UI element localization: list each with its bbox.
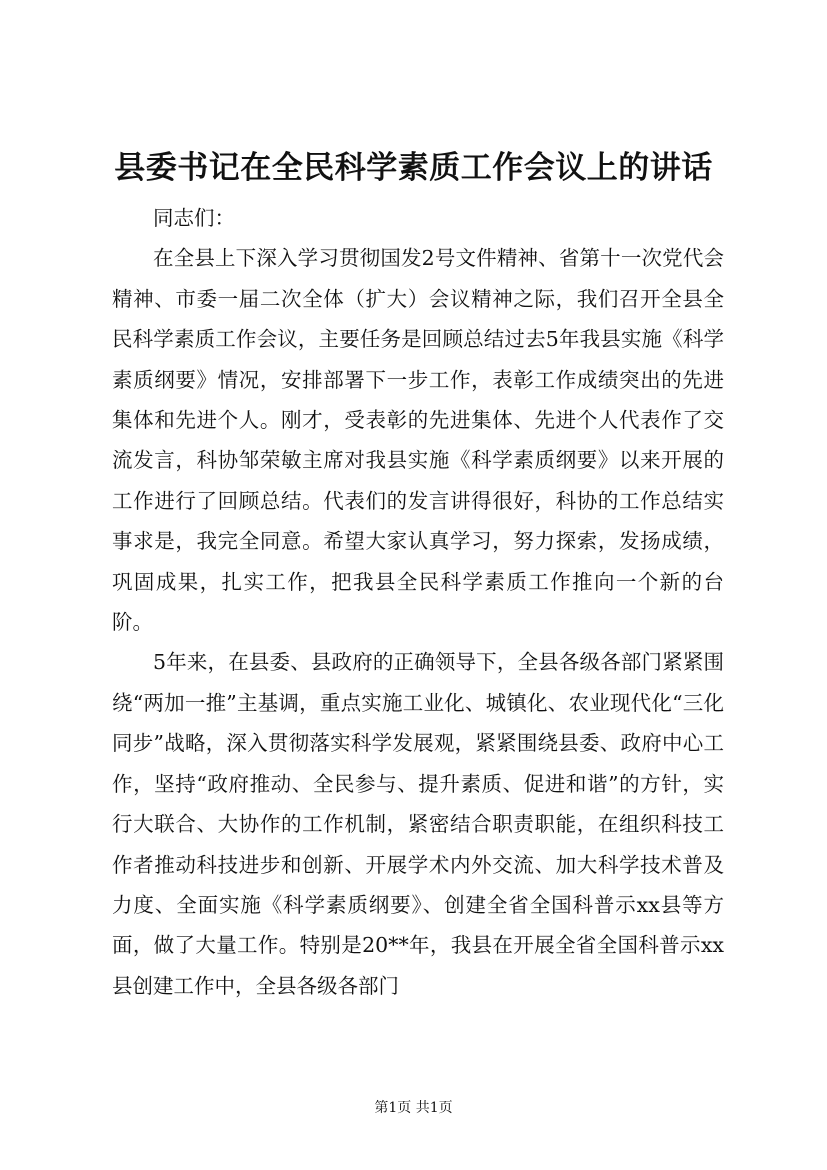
document-body <box>112 198 724 1006</box>
page-footer: 第1页 共1页 <box>374 1100 453 1116</box>
document-title: 县委书记在全民科学素质工作会议上的讲话 <box>114 150 713 186</box>
paragraph-2: 5年来，在县委、县政府的正确领导下，全县各级各部门紧紧围绕“两加一推”主基调，重点实施工业化、城镇化、农业现代化“三化同步”战略，深入贯彻落实科学发展观，紧紧围绕县委、政府中心工作，坚持“政府推动、全民参与、提升素质、促进和谐”的方针，实行大联合、大协作的工作机制，紧密结合职责职能，在组织科技工作者推动科技进步和创新、开展学术内外交流、加大科学技术普及力度、全面实施《科学素质纲要》、创建全省全国科普示xx县等方面，做了大量工作。特别是20**年，我县在开展全省全国科普示xx县创建工作中，全县各级各部门 <box>112 650 724 998</box>
paragraph-1: 在全县上下深入学习贯彻国发2号文件精神、省第十一次党代会精神、市委一届二次全体（扩大）会议精神之际，我们召开全县全民科学素质工作会议，主要任务是回顾总结过去5年我县实施《科学素质纲要》情况，安排部署下一步工作，表彰工作成绩突出的先进集体和先进个人。刚才，受表彰的先进集体、先进个人代表作了交流发言，科协邹荣敏主席对我县实施《科学素质纲要》以来开展的工作进行了回顾总结。代表们的发言讲得很好，科协的工作总结实事求是，我完全同意。希望大家认真学习，努力探索，发扬成绩，巩固成果，扎实工作，把我县全民科学素质工作推向一个新的台阶。 <box>112 246 724 635</box>
salutation: 同志们： <box>153 206 235 230</box>
